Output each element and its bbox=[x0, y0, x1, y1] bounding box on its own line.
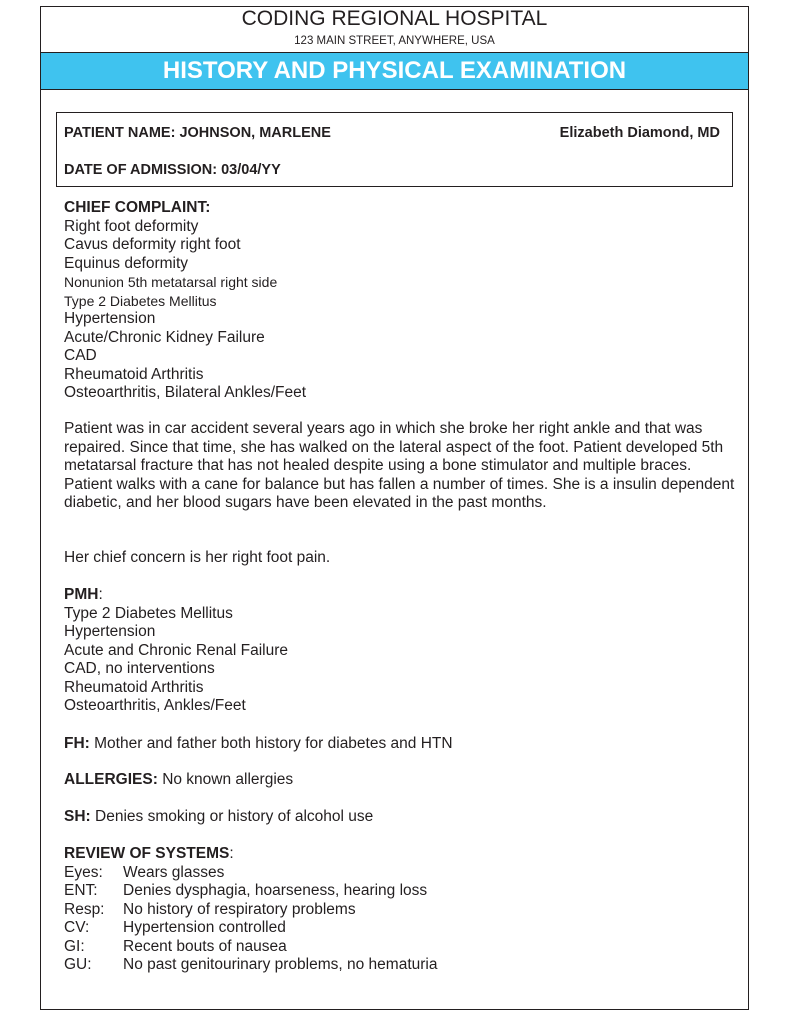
pmh-item: Type 2 Diabetes Mellitus bbox=[64, 604, 233, 622]
fh-label: FH: bbox=[64, 735, 90, 752]
admission-date-value: 03/04/YY bbox=[221, 162, 281, 178]
pmh-item: Acute and Chronic Renal Failure bbox=[64, 641, 289, 659]
ros-label: GU: bbox=[64, 956, 92, 973]
hospital-address: 123 MAIN STREET, ANYWHERE, USA bbox=[294, 35, 495, 47]
chief-complaint-section bbox=[64, 199, 306, 403]
ros-value: Hypertension controlled bbox=[123, 919, 286, 936]
ros-label: GI: bbox=[64, 937, 85, 955]
allergies-value: No known allergies bbox=[162, 771, 294, 788]
family-history bbox=[64, 735, 453, 754]
allergies bbox=[64, 771, 293, 790]
fh-value: Mother and father both history for diabetes and HTN bbox=[94, 735, 453, 752]
chief-complaint-item: Cavus deformity right foot bbox=[64, 236, 241, 253]
chief-complaint-item: Equinus deformity bbox=[64, 254, 189, 272]
ros-row-gi bbox=[64, 938, 437, 957]
patient-name-row bbox=[64, 124, 331, 142]
chief-complaint-item: Nonunion 5th metatarsal right side bbox=[64, 274, 278, 290]
ros-value: No past genitourinary problems, no hematuria bbox=[123, 956, 438, 973]
ros-colon: : bbox=[229, 845, 234, 862]
patient-name-label: PATIENT NAME: bbox=[64, 125, 176, 141]
chief-complaint-heading: CHIEF COMPLAINT: bbox=[64, 199, 211, 216]
history-narrative: Patient was in car accident several years ago in which she broke her right ankle and that was repaired. Since that time, she has walked on the lateral aspect of the foot. Patient developed 5th metatarsal fracture that has not healed despite using a bone stimulator and multiple braces. Patient walks with a cane for balance but has fallen a number of times. She is a insulin dependent diabetic, and her blood sugars have been elevated in the past months. bbox=[64, 420, 735, 511]
pmh-heading: PMH bbox=[64, 586, 99, 603]
chief-complaint-item: Right foot deformity bbox=[64, 217, 199, 235]
pmh-item: CAD, no interventions bbox=[64, 660, 215, 677]
social-history bbox=[64, 808, 373, 827]
ros-row-eyes bbox=[64, 864, 437, 883]
ros-label: Resp: bbox=[64, 900, 105, 918]
pmh-item: Hypertension bbox=[64, 623, 156, 640]
ros-label: CV: bbox=[64, 919, 90, 936]
chief-complaint-item: Hypertension bbox=[64, 310, 156, 327]
ros-row-cv bbox=[64, 919, 437, 938]
sh-value: Denies smoking or history of alcohol use bbox=[95, 808, 374, 825]
sh-label: SH: bbox=[64, 808, 91, 825]
pmh-heading-row bbox=[64, 586, 288, 605]
patient-name-value: JOHNSON, MARLENE bbox=[179, 125, 331, 141]
chief-complaint-item: CAD bbox=[64, 347, 97, 364]
pmh-colon: : bbox=[98, 586, 103, 603]
ros-row-gu bbox=[64, 956, 437, 975]
pmh-item: Osteoarthritis, Ankles/Feet bbox=[64, 697, 246, 714]
chief-complaint-item: Rheumatoid Arthritis bbox=[64, 365, 204, 383]
ros-value: Denies dysphagia, hoarseness, hearing loss bbox=[123, 882, 428, 899]
ros-value: Wears glasses bbox=[123, 863, 225, 881]
pmh-section bbox=[64, 586, 288, 716]
ros-row-resp bbox=[64, 901, 437, 920]
ros-heading: REVIEW OF SYSTEMS bbox=[64, 845, 230, 862]
admission-date-row bbox=[64, 161, 281, 179]
ros-value: Recent bouts of nausea bbox=[123, 937, 287, 955]
ros-row-ent bbox=[64, 882, 437, 901]
chief-concern: Her chief concern is her right foot pain. bbox=[64, 549, 331, 566]
ros-label: ENT: bbox=[64, 882, 98, 899]
form-title: HISTORY AND PHYSICAL EXAMINATION bbox=[162, 57, 627, 84]
ros-value: No history of respiratory problems bbox=[123, 900, 356, 918]
chief-complaint-item: Acute/Chronic Kidney Failure bbox=[64, 328, 265, 346]
review-of-systems-section bbox=[64, 845, 437, 975]
hospital-name: CODING REGIONAL HOSPITAL bbox=[241, 7, 548, 30]
admission-date-label: DATE OF ADMISSION: bbox=[64, 162, 218, 178]
ros-label: Eyes: bbox=[64, 863, 103, 881]
attending-physician: Elizabeth Diamond, MD bbox=[559, 125, 720, 141]
chief-complaint-item: Osteoarthritis, Bilateral Ankles/Feet bbox=[64, 384, 307, 401]
pmh-item: Rheumatoid Arthritis bbox=[64, 678, 204, 696]
ros-heading-row bbox=[64, 845, 437, 864]
allergies-label: ALLERGIES: bbox=[64, 771, 158, 788]
chief-complaint-item: Type 2 Diabetes Mellitus bbox=[64, 292, 217, 309]
